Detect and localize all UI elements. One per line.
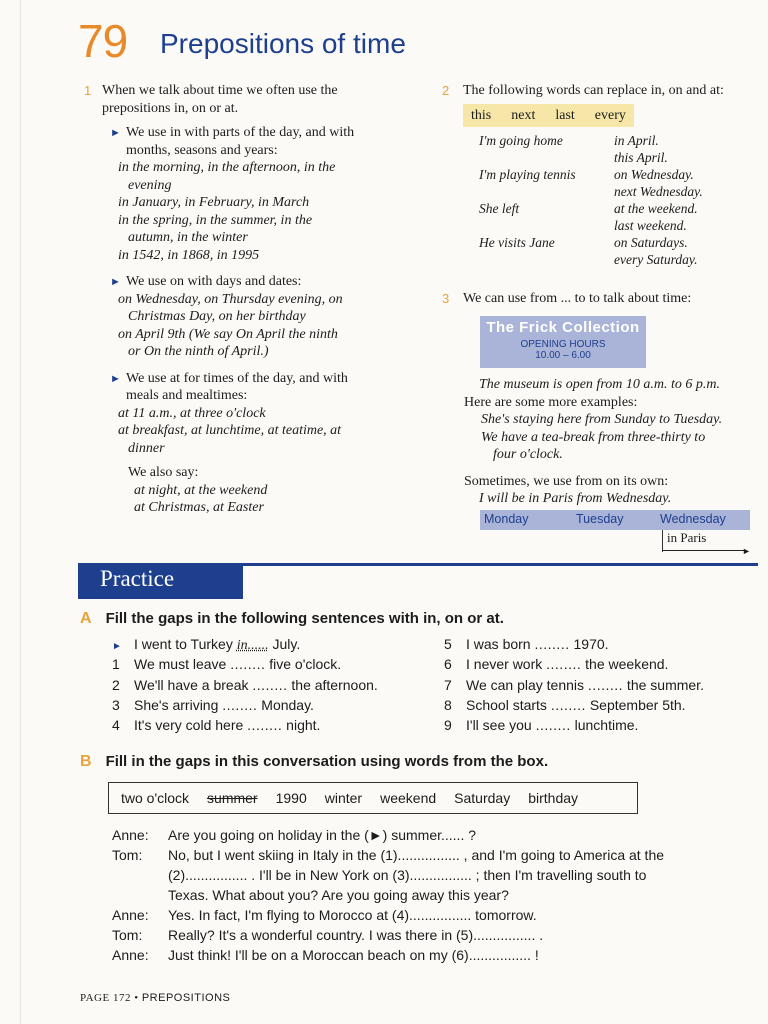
exercise-a-right-column bbox=[444, 636, 760, 737]
section-3-examples: The museum is open from 10 a.m. to 6 p.m. Here are some more examples: She's staying here from Sunday to Tuesday. We have a tea-break from three-thirty to four o'clock. Sometimes, we use from on its own: I will be in Paris from Wednesday. bbox=[464, 377, 723, 506]
rule-in-examples: in the morning, in the afternoon, in the evening in January, in February, in March in the spring, in the summer, in the autumn, in the winter in 1542, in 1868, in 1995 bbox=[118, 160, 336, 263]
exercise-a-item-6: 6 I never work ........ the weekend. bbox=[444, 656, 669, 673]
rule-on-examples: on Wednesday, on Thursday evening, on Christmas Day, on her birthday on April 9th (We say On April the ninth or On the ninth of April.) bbox=[118, 291, 343, 359]
exercise-b-instruction: Fill in the gaps in this conversation using words from the box. bbox=[105, 753, 549, 770]
gap-blank[interactable]: ........ bbox=[230, 656, 266, 673]
gap-blank[interactable]: ........ bbox=[587, 676, 624, 693]
gap-blank[interactable]: ........ bbox=[222, 696, 258, 713]
bullet-triangle-icon: ► bbox=[110, 127, 121, 139]
exercise-a-item-9: 9 I'll see you ........ lunchtime. bbox=[444, 717, 639, 734]
rule-at-examples: at 11 a.m., at three o'clock at breakfast, at lunchtime, at teatime, at dinner bbox=[118, 405, 342, 456]
exercise-a-item-8: 8 School starts ........ September 5th. bbox=[444, 696, 686, 713]
exercise-b-heading bbox=[80, 753, 760, 771]
exercise-a-heading bbox=[80, 610, 760, 628]
section-2-number: 2 bbox=[442, 83, 450, 98]
rule-on: ► We use on with days and dates: on Wednesday, on Thursday evening, on Christmas Day, on her birthday on April 9th (We say On April the ninth or On the ninth of April.) bbox=[80, 273, 410, 361]
exercise-a-item-1: 1 We must leave ........ five o'clock. bbox=[112, 656, 342, 673]
opening-hours-value: 10.00 – 6.00 bbox=[535, 350, 591, 361]
timeline-day-monday: Monday bbox=[484, 512, 529, 526]
exercise-b-letter: B bbox=[80, 753, 92, 770]
museum-opening-hours-sign bbox=[480, 316, 646, 368]
speaker: Anne: bbox=[112, 827, 149, 843]
exercise-a-item-4: 4 It's very cold here ........ night. bbox=[112, 717, 321, 734]
timeline-day-wednesday: Wednesday bbox=[660, 512, 726, 526]
section-1-number: 1 bbox=[84, 83, 92, 98]
exercise-a-letter: A bbox=[80, 610, 92, 627]
section-3-number: 3 bbox=[442, 291, 450, 306]
unit-title: Prepositions of time bbox=[160, 28, 406, 59]
bullet-triangle-icon: ► bbox=[110, 372, 121, 385]
page-margin-line bbox=[20, 0, 21, 1024]
word-next: next bbox=[511, 107, 536, 123]
speaker: Tom: bbox=[112, 927, 143, 943]
opening-hours-label: OPENING HOURS bbox=[520, 339, 606, 350]
gap-blank[interactable]: ........ bbox=[550, 696, 586, 713]
conversation bbox=[112, 825, 767, 965]
footer-section: PREPOSITIONS bbox=[141, 992, 231, 1004]
section-3-intro-row: 3 We can use from ... to to talk about time: bbox=[442, 291, 692, 306]
word-last: last bbox=[555, 107, 575, 123]
gap-blank[interactable]: ........ bbox=[534, 636, 570, 652]
example-triangle-icon: ► bbox=[112, 641, 122, 652]
box-word: winter bbox=[324, 790, 363, 806]
speaker: Tom: bbox=[112, 847, 143, 863]
from-timeline bbox=[480, 510, 756, 556]
timeline-arrow-line bbox=[662, 550, 746, 551]
box-word: birthday bbox=[528, 790, 579, 806]
gap-answer: in...... bbox=[236, 638, 269, 653]
word-box bbox=[108, 782, 638, 814]
page-number: PAGE 172 bbox=[80, 992, 131, 1004]
word-every: every bbox=[594, 107, 626, 123]
word-this: this bbox=[471, 107, 492, 123]
exercise-a-item-5: 5 I was born ........ 1970. bbox=[444, 636, 609, 652]
section-1-intro: When we talk about time we often use the prepositions in, on or at. bbox=[102, 83, 338, 116]
replacement-examples: I'm going home in April. this April. I'm playing tennis on Wednesday. next Wednesday. She left at the weekend. last weekend. He visits Jane on Saturdays. every Saturday. bbox=[479, 133, 703, 267]
section-2-intro: The following words can replace in, on and at: bbox=[463, 83, 724, 98]
practice-heading: Practice bbox=[78, 563, 243, 599]
unit-number: 79 bbox=[78, 15, 128, 67]
rule-at: ► We use at for times of the day, and with meals and mealtimes: at 11 a.m., at three o'clock at breakfast, at lunchtime, at teatime, at dinner bbox=[80, 370, 410, 458]
timeline-day-tuesday: Tuesday bbox=[576, 512, 624, 526]
gap-blank[interactable]: ........ bbox=[252, 676, 288, 693]
replacement-words bbox=[463, 104, 634, 128]
dialogue-line: Anne: Just think! I'll be on a Moroccan beach on my (6)................ ! bbox=[112, 947, 539, 963]
dialogue-line: Tom: Really? It's a wonderful country. I was there in (5)................ . bbox=[112, 927, 544, 943]
section-2 bbox=[442, 82, 762, 268]
gap-blank[interactable]: ........ bbox=[247, 717, 283, 734]
exercise-a-item-3: 3 She's arriving ........ Monday. bbox=[112, 696, 314, 713]
dialogue-line: Anne: Are you going on holiday in the (►) summer...... ? bbox=[112, 827, 477, 843]
box-word: two o'clock bbox=[121, 790, 190, 806]
gap-blank[interactable]: ........ bbox=[535, 717, 571, 734]
box-word: weekend bbox=[380, 790, 437, 806]
box-word: summer bbox=[207, 790, 258, 806]
exercise-a-left-column bbox=[112, 636, 432, 737]
exercise-a-item-2: 2 We'll have a break ........ the afternoon. bbox=[112, 676, 378, 693]
dialogue-line: Anne: Yes. In fact, I'm flying to Morocco at (4)................ tomorrow. bbox=[112, 907, 537, 923]
exercise-a-instruction: Fill the gaps in the following sentences with in, on or at. bbox=[105, 610, 504, 627]
box-word: 1990 bbox=[275, 790, 307, 806]
dialogue-line: Tom: No, but I went skiing in Italy in the (1)................ , and I'm going to America at the (2)................ . I'll be in New York on (3)................ ; then I'm travelling south to Texas. What about you? Are you going away this year? bbox=[112, 847, 665, 903]
box-word: Saturday bbox=[454, 790, 511, 806]
exercise-a-example: ► I went to Turkey in...... July. bbox=[112, 636, 301, 653]
speaker: Anne: bbox=[112, 907, 149, 923]
speaker: Anne: bbox=[112, 947, 149, 963]
museum-name: The Frick Collection bbox=[486, 319, 640, 336]
also-say: We also say: at night, at the weekend at Christmas, at Easter bbox=[128, 465, 268, 515]
timeline-label: in Paris bbox=[662, 530, 706, 552]
arrow-right-icon: ► bbox=[742, 546, 751, 556]
gap-blank[interactable]: ........ bbox=[546, 656, 582, 673]
exercise-a-item-7: 7 We can play tennis ........ the summer. bbox=[444, 676, 704, 693]
footer-separator: • bbox=[134, 992, 139, 1004]
page-footer bbox=[80, 992, 230, 1004]
rule-in: ► We use in with parts of the day, and with months, seasons and years: in the morning, in the afternoon, in the evening in January, in February, in March in the spring, in the summer, in the autumn, in the winter in 1542, in 1868, in 1995 bbox=[80, 124, 410, 264]
bullet-triangle-icon: ► bbox=[110, 276, 121, 288]
section-1 bbox=[80, 82, 410, 517]
